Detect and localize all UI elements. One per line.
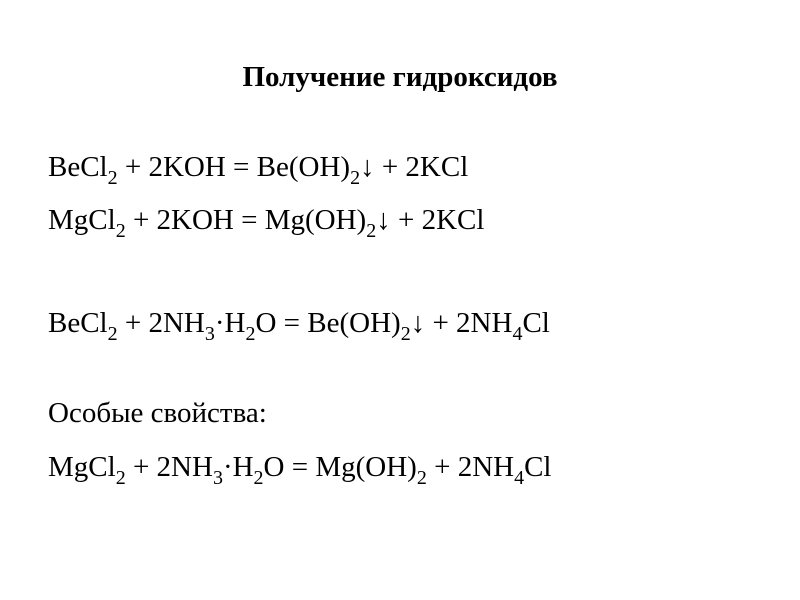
subscript: 2 bbox=[107, 167, 118, 189]
equation-text: ·H bbox=[214, 307, 246, 339]
equation-text: Cl bbox=[522, 307, 550, 339]
equation-text: + 2KOH = Be(OH) bbox=[117, 151, 351, 183]
subscript: 3 bbox=[212, 467, 223, 489]
subscript: 4 bbox=[514, 467, 525, 489]
equation-becl2-ammonia bbox=[48, 306, 550, 345]
equation-becl2-koh bbox=[48, 150, 469, 189]
subscript: 4 bbox=[512, 323, 523, 345]
subscript: 2 bbox=[245, 323, 256, 345]
equation-text: Cl bbox=[524, 451, 552, 483]
equation-text: MgCl bbox=[48, 451, 116, 483]
equation-text: + 2KOH = Mg(OH) bbox=[125, 204, 367, 236]
equation-text: O = Be(OH) bbox=[255, 307, 401, 339]
subscript: 3 bbox=[204, 323, 215, 345]
equation-mgcl2-koh bbox=[48, 203, 485, 242]
subscript: 2 bbox=[366, 220, 377, 242]
equation-text: + 2NH bbox=[125, 451, 213, 483]
equation-text: ↓ + 2NH bbox=[410, 307, 513, 339]
subscript: 2 bbox=[400, 323, 411, 345]
subscript: 2 bbox=[115, 467, 126, 489]
equation-text: BeCl bbox=[48, 151, 108, 183]
slide-title: Получение гидроксидов bbox=[242, 61, 558, 93]
equation-text: BeCl bbox=[48, 307, 108, 339]
equation-text: ↓ + 2KCl bbox=[360, 151, 469, 183]
equation-mgcl2-ammonia bbox=[48, 450, 552, 489]
subscript: 2 bbox=[416, 467, 427, 489]
subscript: 2 bbox=[107, 323, 118, 345]
equation-text: MgCl bbox=[48, 204, 116, 236]
equation-text: ·H bbox=[222, 451, 254, 483]
equation-text: + 2NH bbox=[426, 451, 515, 483]
section-heading: Особые свойства: bbox=[48, 397, 267, 429]
equation-text: O = Mg(OH) bbox=[263, 451, 417, 483]
subscript: 2 bbox=[115, 220, 126, 242]
subscript: 2 bbox=[350, 167, 361, 189]
equation-text: + 2NH bbox=[117, 307, 205, 339]
subscript: 2 bbox=[253, 467, 264, 489]
equation-text: ↓ + 2KCl bbox=[376, 204, 485, 236]
